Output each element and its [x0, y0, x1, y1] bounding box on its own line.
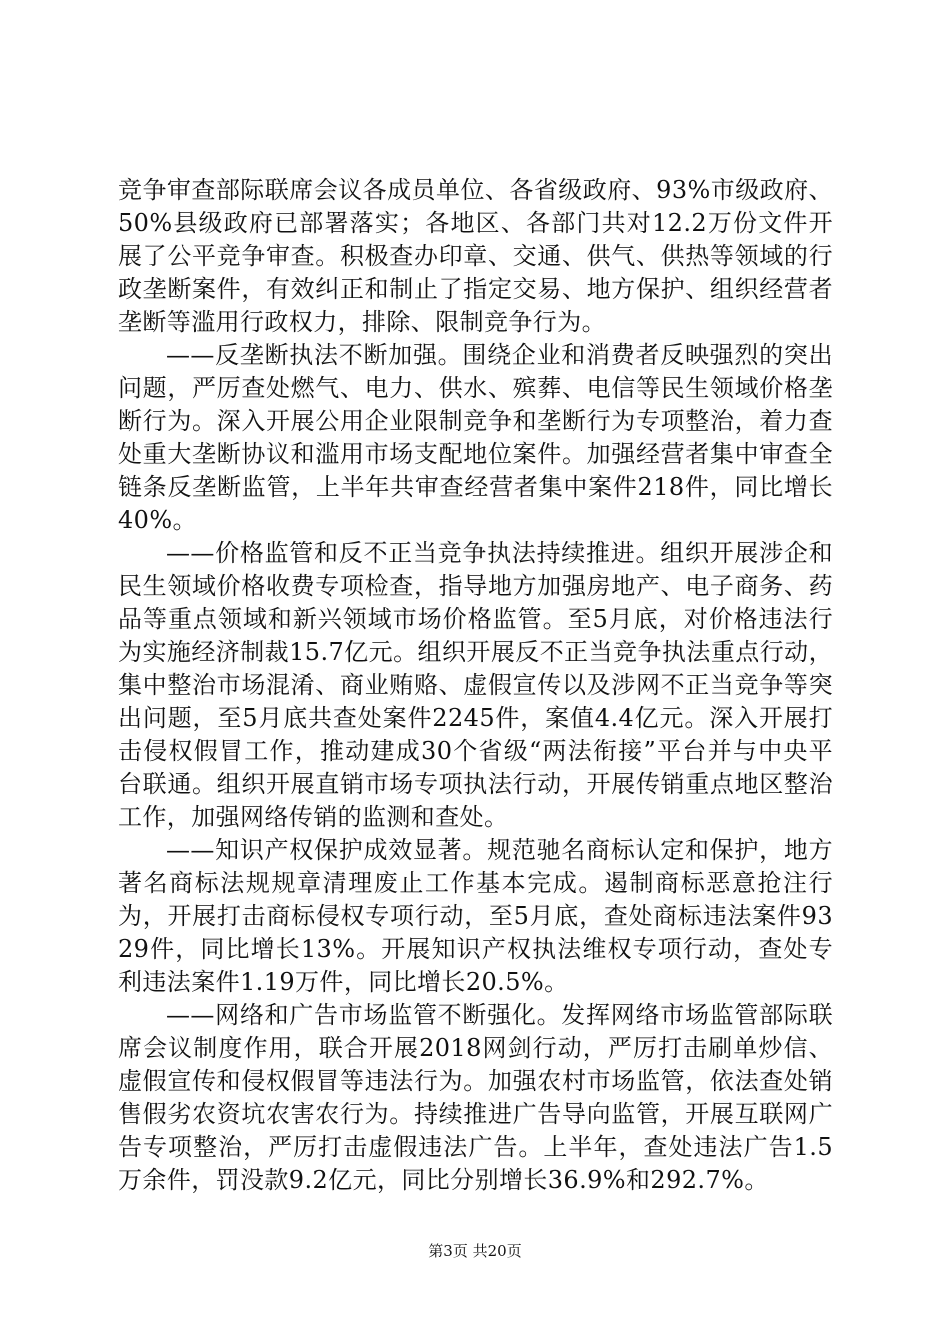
paragraph-2: ——反垄断执法不断加强。围绕企业和消费者反映强烈的突出问题，严厉查处燃气、电力、供水、殡葬、电信等民生领域价格垄断行为。深入开展公用企业限制竞争和垄断行为专项整治，着力查处重大垄断协议和滥用市场支配地位案件。加强经营者集中审查全链条反垄断监管，上半年共审查经营者集中案件218件，同比增长40%。 — [118, 341, 833, 534]
paragraph-5: ——网络和广告市场监管不断强化。发挥网络市场监管部际联席会议制度作用，联合开展2018网剑行动，严厉打击刷单炒信、虚假宣传和侵权假冒等违法行为。加强农村市场监管，依法查处销售假劣农资坑农害农行为。持续推进广告导向监管，开展互联网广告专项整治，严厉打击虚假违法广告。上半年，查处违法广告1.5万余件，罚没款9.2亿元，同比分别增长36.9%和292.7%。 — [118, 1001, 833, 1194]
paragraph-4: ——知识产权保护成效显著。规范驰名商标认定和保护，地方著名商标法规规章清理废止工作基本完成。遏制商标恶意抢注行为，开展打击商标侵权专项行动，至5月底，查处商标违法案件9329件，同比增长13%。开展知识产权执法维权专项行动，查处专利违法案件1.19万件，同比增长20.5%。 — [118, 836, 833, 996]
paragraph-3: ——价格监管和反不正当竞争执法持续推进。组织开展涉企和民生领域价格收费专项检查，指导地方加强房地产、电子商务、药品等重点领域和新兴领域市场价格监管。至5月底，对价格违法行为实施经济制裁15.7亿元。组织开展反不正当竞争执法重点行动，集中整治市场混淆、商业贿赂、虚假宣传以及涉网不正当竞争等突出问题，至5月底共查处案件2245件，案值4.4亿元。深入开展打击侵权假冒工作，推动建成30个省级“两法衔接”平台并与中央平台联通。组织开展直销市场专项执法行动，开展传销重点地区整治工作，加强网络传销的监测和查处。 — [118, 539, 833, 831]
paragraph-1: 竞争审查部际联席会议各成员单位、各省级政府、93%市级政府、50%县级政府已部署落实；各地区、各部门共对12.2万份文件开展了公平竞争审查。积极查办印章、交通、供气、供热等领域的行政垄断案件，有效纠正和制止了指定交易、地方保护、组织经营者垄断等滥用行政权力，排除、限制竞争行为。 — [118, 176, 833, 336]
page-number-footer: 第3页 共20页 — [428, 1242, 522, 1260]
document-body — [118, 174, 833, 1197]
